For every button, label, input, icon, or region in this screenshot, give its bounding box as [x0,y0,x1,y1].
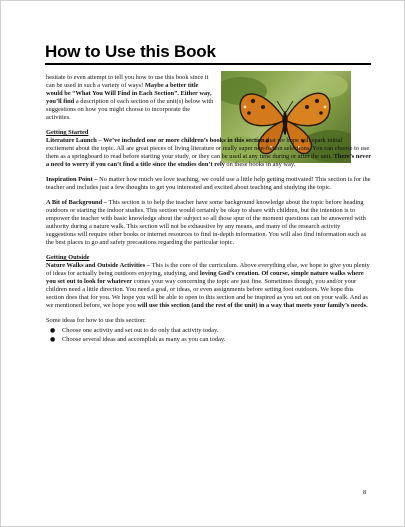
inspiration-point-paragraph [46,176,371,192]
nature-walks-bold-text: loving God’s creation. Of course, simple nature walks where you set out to look for whatever [46,270,364,285]
background-paragraph [46,199,371,246]
nature-walks-label: Nature Walks and Outside Activities – [46,262,152,270]
list-item [46,336,371,344]
intro-text-continued: a description of each section of the unit(s) below with suggestions on how you might choose to incorporate the activities. [46,97,214,121]
bullet-icon: ● [50,326,56,334]
nature-walks-text-continued: comes your way concerning the topic are just fine. Sometimes though, you and/or your children need a little direction. You need a goal, or ideas, or even assignments before setting foot outdoors. We hope this section does that for you. We hope you will be able to open to this section and be inspired as you set out on your walk. And as we mentioned before, we hope you [46,277,368,309]
nature-walks-bold-text-2: will use this section (and the rest of the unit) in a way that meets your family’s needs. [137,301,368,309]
literature-launch-text: that we hope will spark initial excitement about the topic. All are great pieces of living literature or really super non-fiction selections. You can choose to use them as a springboard to read before starting your study, or they can be used at any time during or after the unit. [46,136,370,160]
ideas-lead: Some ideas for how to use this section: [46,317,146,325]
intro-bold-text: Maybe a better title would be “What You Will Find in Each Section”. Either way, you’ll find [46,81,212,105]
title-block [45,42,375,65]
literature-launch-label: Literature Launch – [46,136,104,144]
list-item-text: Choose one activity and set out to do only that activity today. [62,326,219,334]
nature-walks-text: This is the core of the curriculum. Above everything else, we hope to give you plenty of ideas for actually being outdoors enjoying, studying, and [46,262,370,278]
ideas-list [46,327,371,344]
literature-launch-text-end: on these books in any way. [224,160,296,168]
intro-text: hesitate to even attempt to tell you how to use this book since it can be used in such a variety of ways! [46,74,209,89]
page-title: How to Use this Book [45,42,216,61]
background-label: A Bit of Background – [46,199,109,207]
ideas-block [46,317,371,344]
inspiration-point-label: Inspiration Point – [46,175,100,183]
getting-outside-heading: Getting Outside [46,254,90,262]
background-text: This section is to help the teacher have some background knowledge about the topic before heading outdoors or starting the indoor studies. This section would certainly be okay to share with children, but the intention is to empower the teacher with basic knowledge about the subject so all those spur of the moment questions can be answered with authority during a nature walk. This section will not be exhaustive by any means, and many of the research activity suggestions will require other books or internet resources to find in-depth information. You will also find information such as the best places to go and safety precautions regarding the particular topic. [46,199,367,246]
list-item [46,327,371,335]
page-number: 8 [363,489,367,496]
bullet-icon: ● [50,335,56,343]
literature-launch-bold-text: We’ve included one or more children’s books in this section [103,136,265,144]
inspiration-point-text: No matter how much we love teaching, we could use a little help getting motivated! This section is for the teacher and includes just a few thoughts to get you interested and excited about teaching and studying the topic. [46,175,371,191]
title-underline [45,63,371,65]
list-item-text: Choose several ideas and accomplish as many as you can today. [62,335,226,343]
page-body [46,74,371,345]
getting-started-heading: Getting Started [46,128,89,136]
literature-launch-bold-text-2: There’s never a need to worry if you can’t find a title since the studies don’t rely [46,152,371,168]
nature-walks-paragraph [46,254,371,309]
intro-paragraph [46,74,214,121]
literature-launch-paragraph [46,129,371,169]
